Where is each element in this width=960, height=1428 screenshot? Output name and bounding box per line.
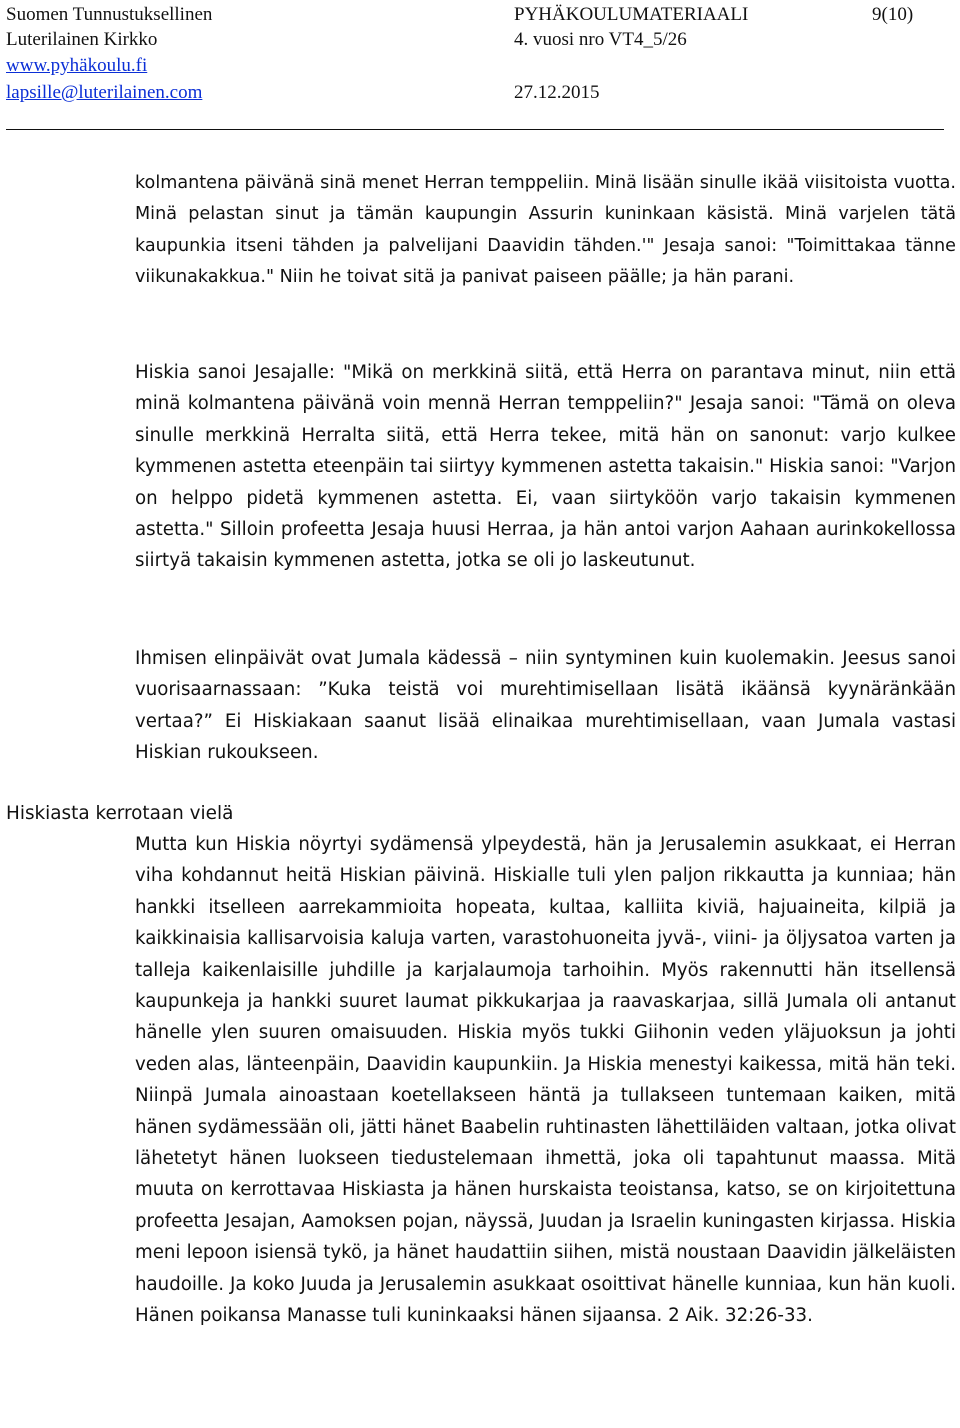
page-header [6,0,936,132]
website-link[interactable]: www.pyhäkoulu.fi [6,55,148,76]
body-paragraph-1 [135,168,956,294]
header-divider [6,129,944,130]
organization-name-line2: Luterilainen Kirkko [6,29,158,50]
email-link[interactable]: lapsille@luterilainen.com [6,82,203,103]
body-paragraph-4 [135,829,956,1332]
document-title: PYHÄKOULUMATERIAALI [514,4,749,25]
document-date: 27.12.2015 [514,82,600,103]
paragraph-text: Ihmisen elinpäivät ovat Jumala kädessä – niin syntyminen kuin kuolemakin. Jeesus sanoi vuorisaarnassaan: ”Kuka teistä voi murehtimisellaan lisätä ikäänsä kyynäränkään vertaa?” Ei Hiskiakaan saanut lisää elinaikaa murehtimisellaan, vaan Jumala vastasi Hiskian rukoukseen. [135,648,956,764]
organization-name-line1: Suomen Tunnustuksellinen [6,4,213,25]
section-heading: Hiskiasta kerrotaan vielä [6,803,234,824]
document-subtitle: 4. vuosi nro VT4_5/26 [514,29,687,50]
page-number: 9(10) [872,4,914,25]
paragraph-text: Mutta kun Hiskia nöyrtyi sydämensä ylpeydestä, hän ja Jerusalemin asukkaat, ei Herran viha kohdannut heitä Hiskian päivinä. Hiskialle tuli ylen paljon rikkautta ja kunniaa; hän hankki itselleen aarrekammioita hopeata, kultaa, kalliita kiviä, hajuaineita, kilpiä ja kaikkinaisia kallisarvoisia kaluja varten, varastohuoneita jyvä-, viini- ja öljysatoa varten ja talleja kaikenlaisille juhdille ja karjalaumoja tarhoihin. Myös rakennutti hän itsellensä kaupunkeja ja hankki suuret laumat pikkukarjaa ja raavaskarjaa, sillä Jumala oli antanut hänelle ylen suuren omaisuuden. Hiskia myös tukki Giihonin veden yläjuoksun ja johti veden alas, länteenpäin, Daavidin kaupunkiin. Ja Hiskia menestyi kaikessa, mitä hän teki. Niinpä Jumala ainoastaan koetellakseen häntä ja tullakseen tuntemaan kaiken, mitä hänen sydämessään oli, jätti hänet Baabelin ruhtinasten lähettiläiden valtaan, jotka olivat lähetetyt hänen luokseen tiedustelemaan ihmettä, joka oli tapahtunut maassa. Mitä muuta on kerrottavaa Hiskiasta ja hänen hurskaista teoistansa, katso, se on kirjoitettuna profeetta Jesajan, Aamoksen pojan, näyssä, Juudan ja Israelin kuningasten kirjassa. Hiskia meni lepoon isiensä tykö, ja hänet haudattiin siihen, mistä noustaan Daavidin jälkeläisten haudoille. Ja koko Juuda ja Jerusalemin asukkaat osoittivat hänelle kunniaa, kun hän kuoli. Hänen poikansa Manasse tuli kuninkaaksi hänen sijaansa. 2 Aik. 32:26-33. [135,834,956,1327]
paragraph-text: kolmantena päivänä sinä menet Herran temppeliin. Minä lisään sinulle ikää viisitoista vuotta. Minä pelastan sinut ja tämän kaupungin Assurin kuninkaan käsistä. Minä varjelen tätä kaupunkia itseni tähden ja palvelijani Daavidin tähden.'" Jesaja sanoi: "Toimittakaa tänne viikunakakkua." Niin he toivat sitä ja panivat paiseen päälle; ja hän parani. [135,173,956,288]
body-paragraph-2 [135,357,956,577]
body-paragraph-3 [135,643,956,769]
paragraph-text: Hiskia sanoi Jesajalle: "Mikä on merkkinä siitä, että Herra on parantava minut, niin että minä kolmantena päivänä voin mennä Herran temppeliin?" Jesaja sanoi: "Tämä on oleva sinulle merkkinä Herralta siitä, että Herra tekee, mitä hän on sanonut: varjo kulkee kymmenen astetta eteenpäin tai siirtyy kymmenen astetta takaisin." Hiskia sanoi: "Varjon on helppo pidetä kymmenen astetta. Ei, vaan siirtyköön varjo takaisin kymmenen astetta." Silloin profeetta Jesaja huusi Herraa, ja hän antoi varjon Aahaan aurinkokellossa siirtyä takaisin kymmenen astetta, jotka se oli jo laskeutunut. [135,362,956,572]
